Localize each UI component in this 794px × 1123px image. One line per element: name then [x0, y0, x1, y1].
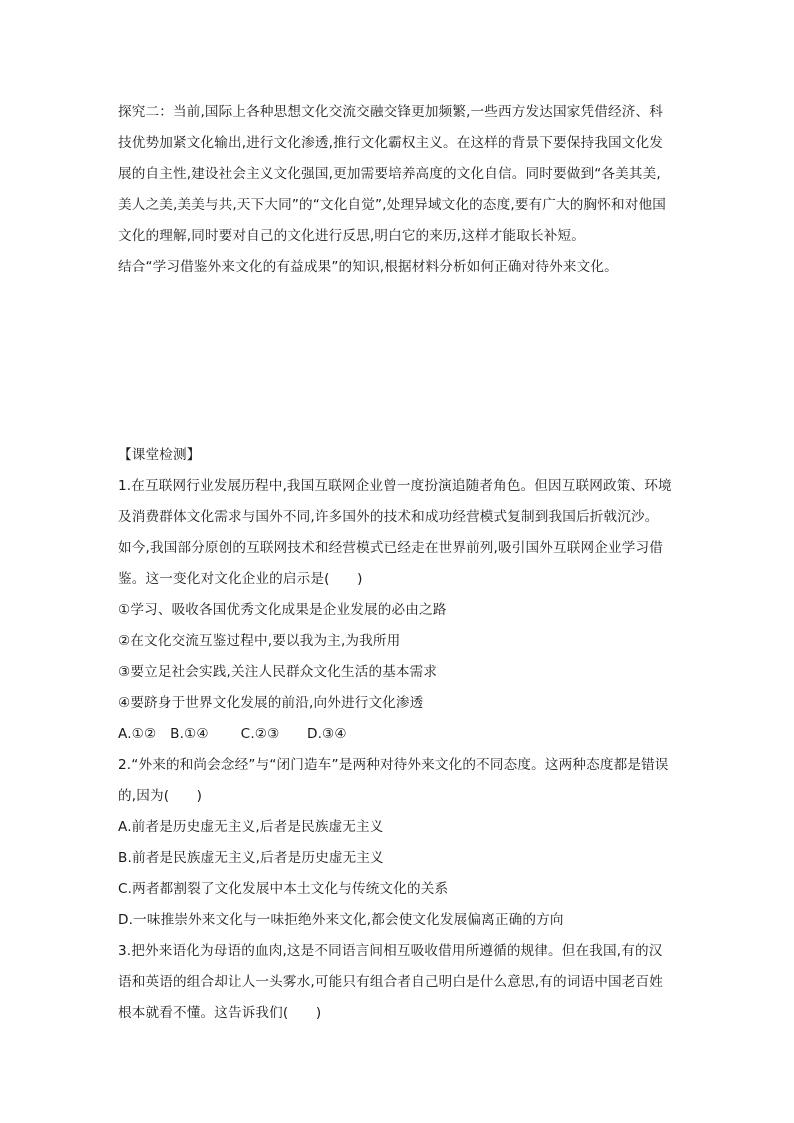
question-1-line: 1.在互联网行业发展历程中,我国互联网企业曾一度扮演追随者角色。但因互联网政策、环境: [118, 478, 672, 494]
question-2-option-c: C.两者都割裂了文化发展中本土文化与传统文化的关系: [118, 881, 449, 897]
question-2-line: 2.“外来的和尚会念经”与“闭门造车”是两种对待外来文化的不同态度。这两种态度都是错误: [118, 757, 669, 773]
exploration2-line: 探究二：当前,国际上各种思想文化交流交融交锋更加频繁,一些西方发达国家凭借经济、科: [118, 104, 663, 120]
question-1-statement: ①学习、吸收各国优秀文化成果是企业发展的必由之路: [118, 602, 447, 618]
question-1-statement: ③要立足社会实践,关注人民群众文化生活的基本需求: [118, 664, 438, 680]
question-1-options: A.①② B.①④ C.②③ D.③④: [118, 726, 347, 742]
question-1-line: 及消费群体文化需求与国外不同,许多国外的技术和成功经营模式复制到我国后折戟沉沙。: [118, 509, 659, 525]
question-1-statement: ④要跻身于世界文化发展的前沿,向外进行文化渗透: [118, 695, 424, 711]
question-2-option-a: A.前者是历史虚无主义,后者是民族虚无主义: [118, 819, 384, 835]
question-1-statement: ②在文化交流互鉴过程中,要以我为主,为我所用: [118, 633, 401, 649]
question-3-line: 3.把外来语化为母语的血肉,这是不同语言间相互吸收借用所遵循的规律。但在我国,有的汉: [118, 943, 663, 959]
section-heading: 【课堂检测】: [118, 447, 201, 463]
question-2-option-d: D.一味推崇外来文化与一味拒绝外来文化,都会使文化发展偏离正确的方向: [118, 912, 564, 928]
question-2-line: 的,因为( ): [118, 788, 203, 804]
exploration2-line: 美人之美,美美与共,天下大同”的“文化自觉”,处理异域文化的态度,要有广大的胸怀和对他国: [118, 197, 666, 213]
exploration2-line: 技优势加紧文化输出,进行文化渗透,推行文化霸权主义。在这样的背景下要保持我国文化发: [118, 135, 663, 151]
question-1-line: 如今,我国部分原创的互联网技术和经营模式已经走在世界前列,吸引国外互联网企业学习借: [118, 540, 663, 556]
question-1-line: 鉴。这一变化对文化企业的启示是( ): [118, 571, 363, 587]
exploration2-question: 结合“学习借鉴外来文化的有益成果”的知识,根据材料分析如何正确对待外来文化。: [118, 259, 618, 275]
exploration2-line: 展的自主性,建设社会主义文化强国,更加需要培养高度的文化自信。同时要做到“各美其美,: [118, 166, 661, 182]
exploration2-line: 文化的理解,同时要对自己的文化进行反思,明白它的来历,这样才能取长补短。: [118, 228, 585, 244]
question-3-line: 根本就看不懂。这告诉我们( ): [118, 1005, 322, 1021]
question-3-line: 语和英语的组合却让人一头雾水,可能只有组合者自己明白是什么意思,有的词语中国老百姓: [118, 974, 663, 990]
question-2-option-b: B.前者是民族虚无主义,后者是历史虚无主义: [118, 850, 384, 866]
